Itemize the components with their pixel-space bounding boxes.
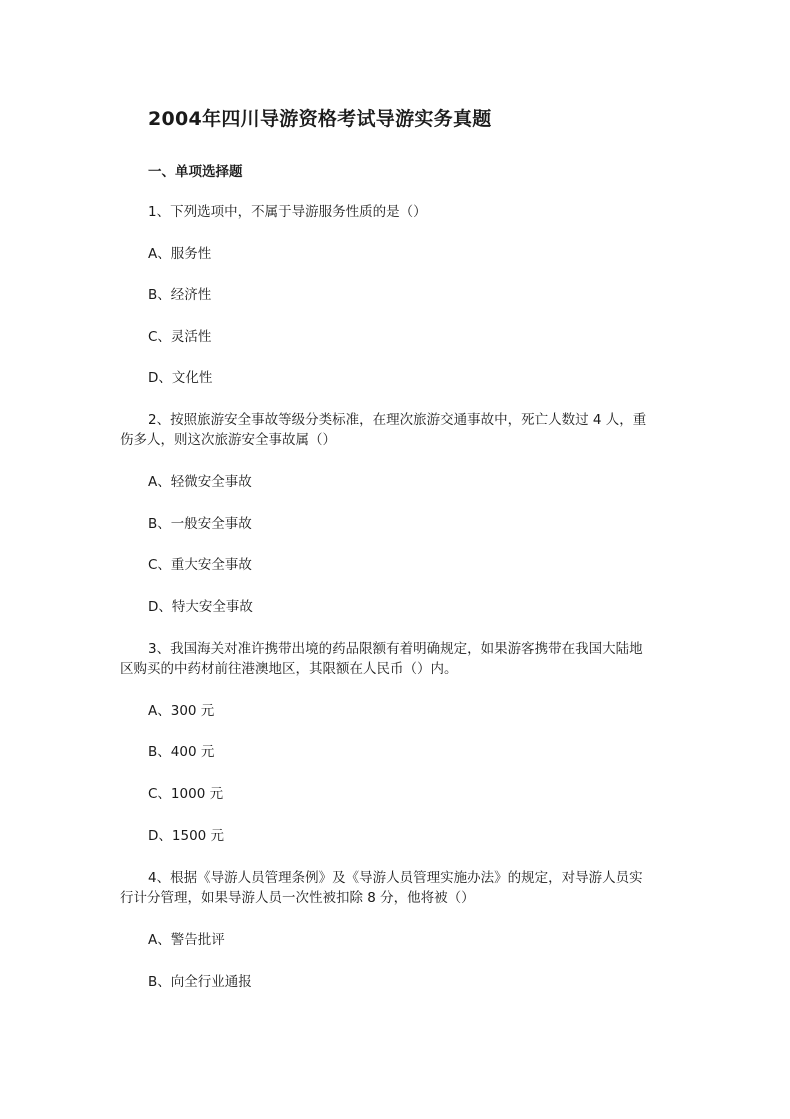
question-4-text-line-2: 行计分管理，如果导游人员一次性被扣除 8 分，他将被（） [120,890,475,906]
section-heading: 一、单项选择题 [148,164,243,180]
question-4-option-a: A、警告批评 [148,932,225,948]
question-3-text-line-1: 3、我国海关对准许携带出境的药品限额有着明确规定，如果游客携带在我国大陆地 [148,641,643,657]
document-title: 2004年四川导游资格考试导游实务真题 [148,108,492,130]
question-2-option-a: A、轻微安全事故 [148,474,252,490]
question-1-option-d: D、文化性 [148,370,213,386]
question-1-text: 1、下列选项中，不属于导游服务性质的是（） [148,204,427,220]
question-3-option-b: B、400 元 [148,744,215,760]
question-1-option-c: C、灵活性 [148,329,212,345]
question-2-option-c: C、重大安全事故 [148,557,252,573]
question-3-text-line-2: 区购买的中药材前往港澳地区，其限额在人民币（）内。 [120,661,458,677]
question-3-option-c: C、1000 元 [148,786,224,802]
question-2-option-b: B、一般安全事故 [148,516,252,532]
question-1-option-a: A、服务性 [148,246,212,262]
question-4-option-b: B、向全行业通报 [148,974,252,990]
question-2-text-line-2: 伤多人，则这次旅游安全事故属（） [120,432,336,448]
question-2-option-d: D、特大安全事故 [148,599,253,615]
question-3-option-a: A、300 元 [148,703,215,719]
question-2-text-line-1: 2、按照旅游安全事故等级分类标准，在理次旅游交通事故中，死亡人数过 4 人，重 [148,412,647,428]
question-3-option-d: D、1500 元 [148,828,225,844]
question-1-option-b: B、经济性 [148,287,212,303]
question-4-text-line-1: 4、根据《导游人员管理条例》及《导游人员管理实施办法》的规定，对导游人员实 [148,870,643,886]
